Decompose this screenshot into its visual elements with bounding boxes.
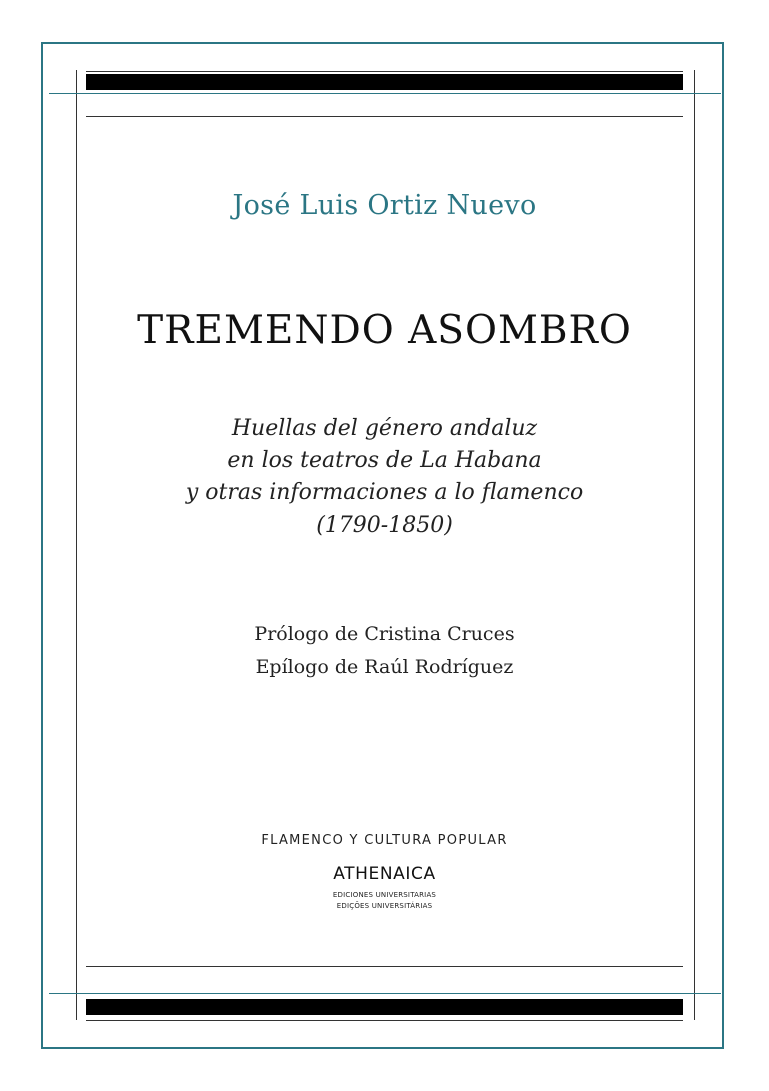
subtitle-line-3: y otras informaciones a lo flamenco <box>185 480 584 505</box>
publisher-logo-text: ATHENAICA <box>333 864 436 884</box>
top-thin-rule-below-bar <box>86 116 683 117</box>
subtitle-line-2: en los teatros de La Habana <box>227 448 542 473</box>
top-black-bar <box>86 74 683 90</box>
bottom-thin-rule-below-bar <box>86 1020 683 1021</box>
bottom-black-bar <box>86 999 683 1015</box>
subtitle-years: (1790-1850) <box>316 513 453 538</box>
epilogue-credit: Epílogo de Raúl Rodríguez <box>255 656 514 678</box>
publisher-subtitle-pt: EDIÇÕES UNIVERSITÁRIAS <box>336 902 433 910</box>
publisher-subtitle-es: EDICIONES UNIVERSITARIAS <box>332 891 437 899</box>
subtitle-line-1: Huellas del género andaluz <box>231 416 538 441</box>
book-title: TREMENDO ASOMBRO <box>137 308 632 353</box>
top-thin-rule-above-bar <box>86 71 683 72</box>
prologue-credit: Prólogo de Cristina Cruces <box>254 623 515 645</box>
author-name: José Luis Ortiz Nuevo <box>232 190 537 221</box>
top-teal-crop-line <box>49 93 721 94</box>
bottom-teal-crop-line <box>49 993 721 994</box>
bottom-thin-rule-above-bar <box>86 966 683 967</box>
collection-name: FLAMENCO Y CULTURA POPULAR <box>261 833 508 848</box>
